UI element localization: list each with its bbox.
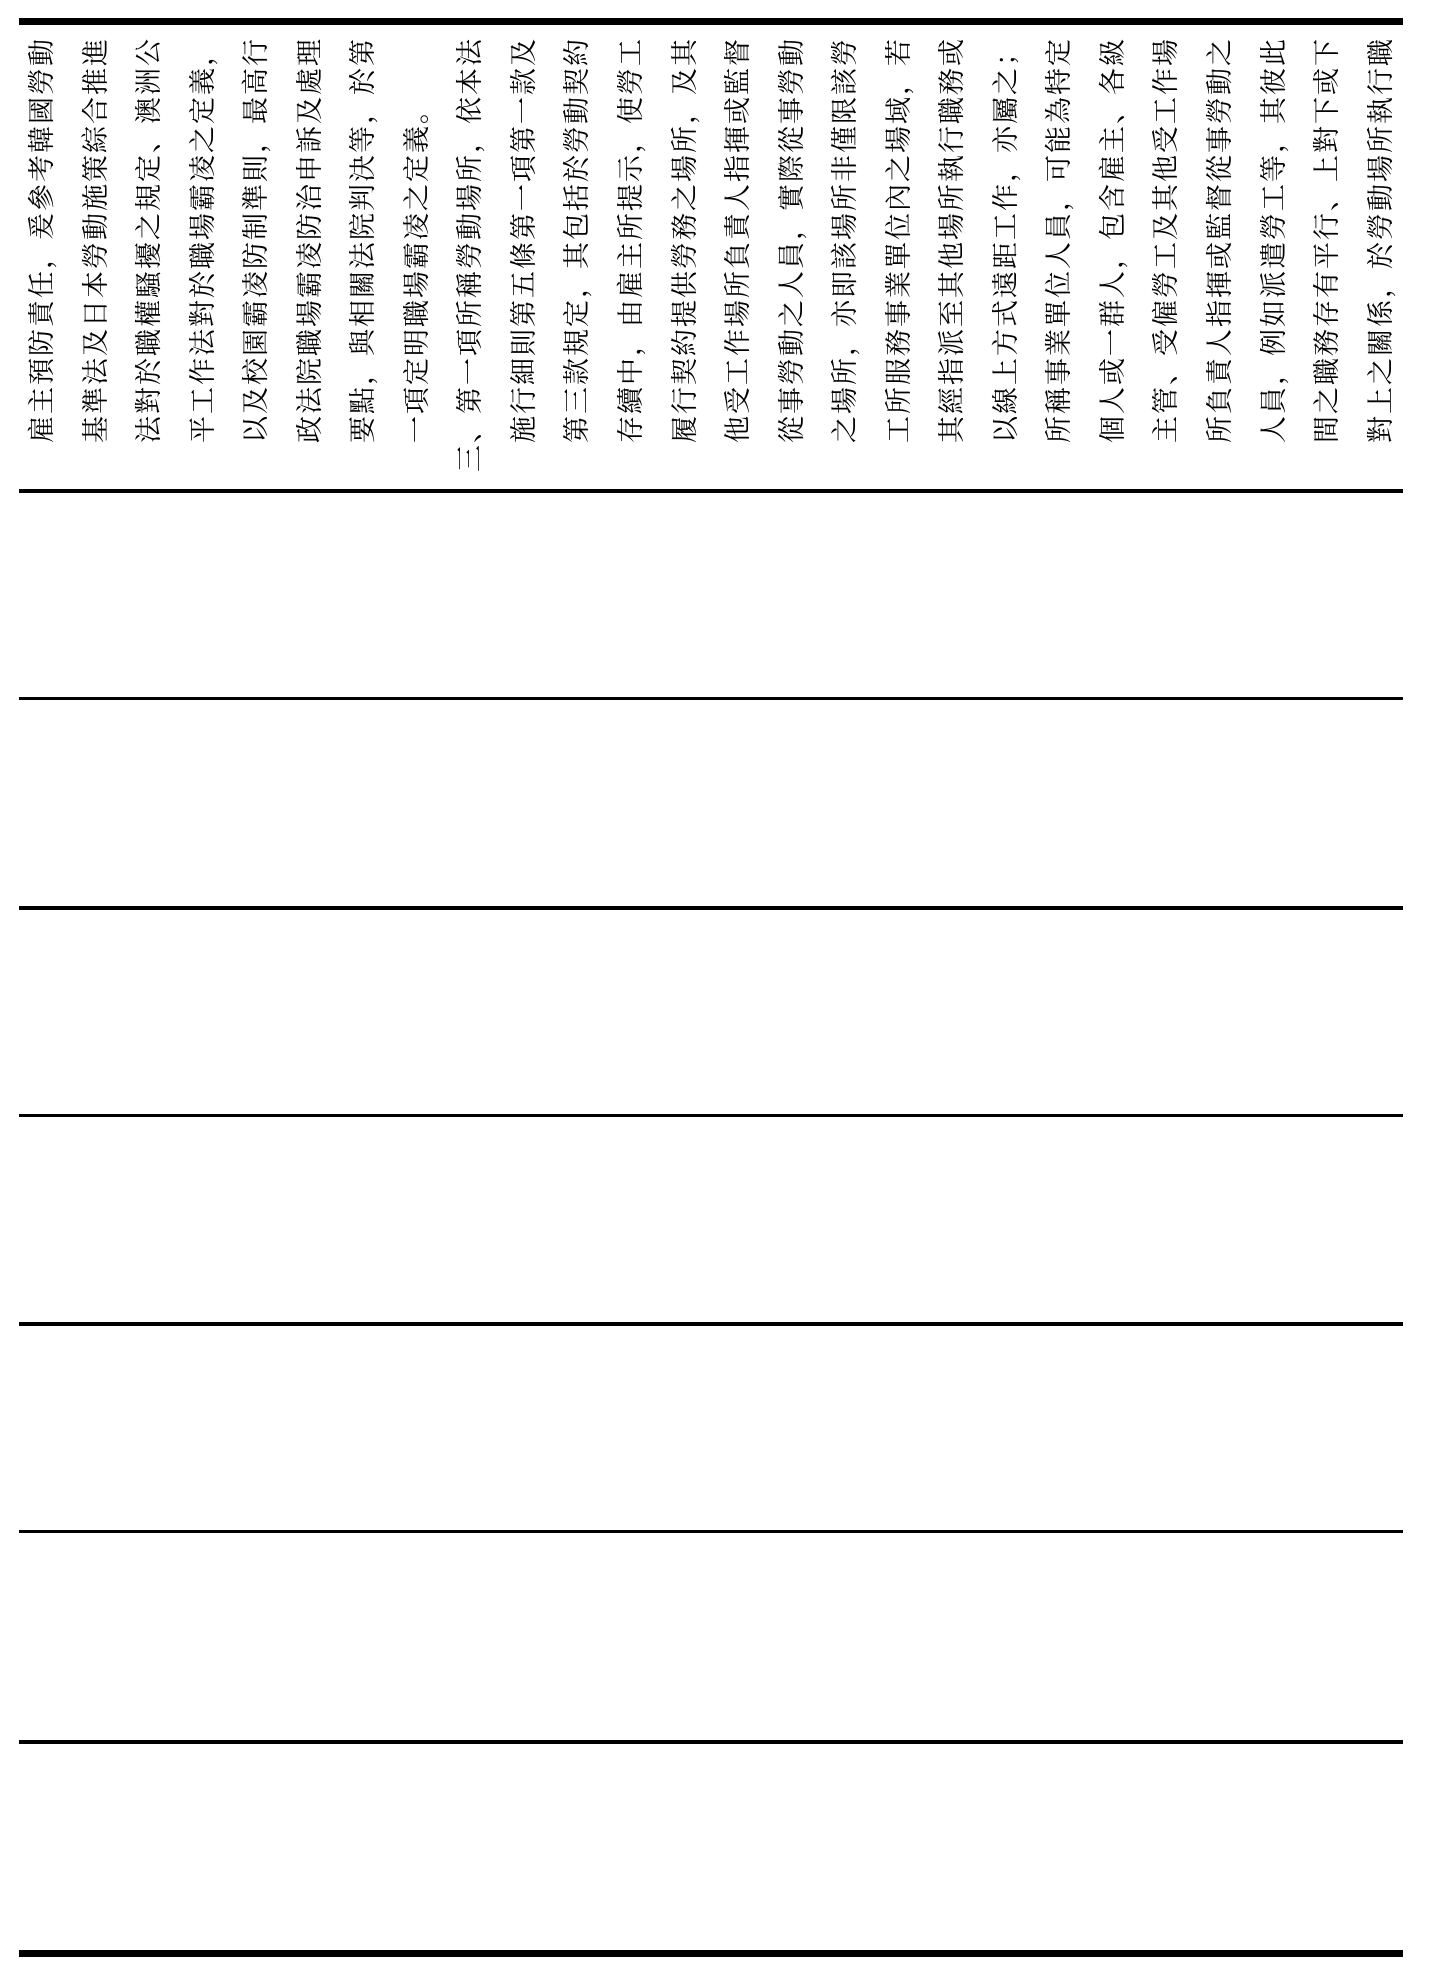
table-row-rule [19,1530,1403,1533]
table-row-rule [19,489,1403,493]
text-line: 一項定明職場霸凌之定義。 [401,95,432,443]
table-row-rule [19,1740,1403,1744]
table-border-rule [19,1950,1403,1957]
table-row-rule [19,1322,1403,1326]
text-line: 法對於職權騷擾之規定、澳洲公 [134,37,165,443]
text-line: 基準法及日本勞動施策綜合推進 [80,37,111,443]
table-row-rule [19,697,1403,700]
text-line: 間之職務存有平行、上對下或下 [1312,37,1343,443]
rotated-text-block [16,35,1408,472]
table-border-rule [19,18,1403,25]
text-line: 第三款規定，其包括於勞動契約 [562,37,593,443]
text-line: 以線上方式遠距工作，亦屬之； [990,37,1021,443]
text-line: 所稱事業單位人員，可能為特定 [1044,37,1075,443]
text-line: 要點，與相關法院判決等，於第 [348,37,379,443]
text-line: 所負責人指揮或監督從事勞動之 [1205,37,1236,443]
text-line: 他受工作場所負責人指揮或監督 [723,37,754,443]
text-line: 雇主預防責任，爰參考韓國勞動 [27,37,57,443]
text-line: 以及校園霸凌防制準則，最高行 [241,37,272,443]
text-line: 主管、受僱勞工及其他受工作場 [1151,37,1182,443]
text-line: 平工作法對於職場霸凌之定義， [187,37,218,443]
text-line: 從事勞動之人員，實際從事勞動 [776,37,807,443]
text-line: 之場所，亦即該場所非僅限該勞 [830,37,861,443]
text-line: 政法院職場霸凌防治申訴及處理 [294,37,325,443]
text-line: 履行契約提供勞務之場所，及其 [669,37,700,443]
text-line: 個人或一群人，包含雇主、各級 [1097,37,1128,443]
text-line: 對上之關係，於勞動場所執行職 [1365,37,1396,443]
text-line: 人員，例如派遣勞工等，其彼此 [1258,37,1289,443]
text-line: 三、第一項所稱勞動場所，依本法 [455,37,486,472]
table-row-rule [19,1114,1403,1117]
text-line: 施行細則第五條第一項第一款及 [508,37,539,443]
text-line: 工所服務事業單位內之場域，若 [883,37,914,443]
table-row-rule [19,906,1403,910]
text-line: 存續中，由雇主所提示，使勞工 [616,37,647,443]
text-line: 其經指派至其他場所執行職務或 [937,37,968,443]
